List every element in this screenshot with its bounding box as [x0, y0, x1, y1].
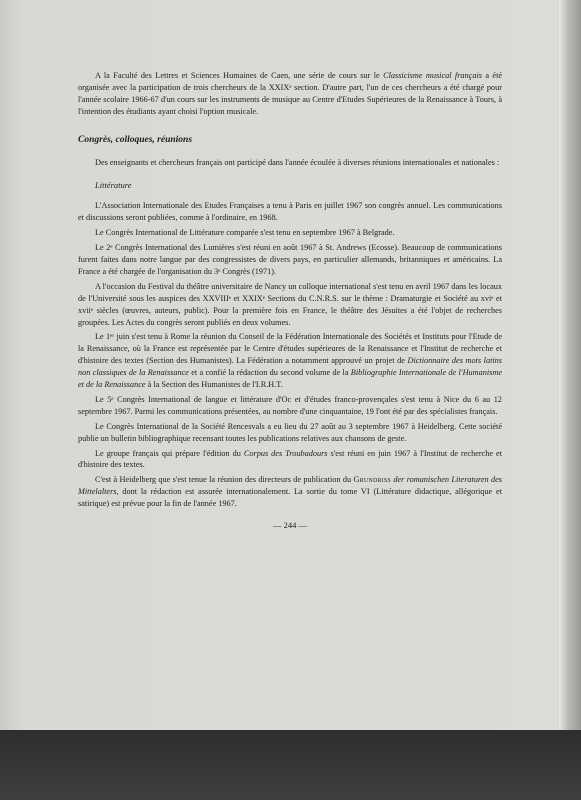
paragraph-lumieres: Le 2ᵉ Congrès International des Lumières s'est réuni en août 1967 à St. Andrews (Ecosse). Beaucoup de communications furent faites dans notre langue par des congressistes de divers pays, en particulier allemands, britanniques et américains. La France a été chargée de l'organisation du 3ᵉ Congrès (1971). — [78, 243, 502, 276]
subsection-heading: Littérature — [95, 180, 132, 191]
paragraph-rencesvals: Le Congrès International de la Société Rencesvals a eu lieu du 27 août au 3 septembre 1967 à Heidelberg. Cette société publie un bulletin bibliographique recensant toutes les publications relatives aux chansons de geste. — [78, 421, 502, 443]
page-edge-shadow — [559, 0, 581, 730]
section-intro: Des enseignants et chercheurs français ont participé dans l'année écoulée à diverses réunions internationales et nationales : — [95, 157, 500, 167]
paragraph-troubadours: Le groupe français qui prépare l'édition du Corpus des Troubadours s'est réuni en juin 1967 à l'Institut de recherche et d'histoire des textes. — [78, 448, 502, 470]
paragraph-oc: Le 5ᵉ Congrès International de langue et littérature d'Oc et d'études franco-provençales s'est tenu à Nice du 6 au 12 septembre 1967. Parmi les communications présentées, au nombre d'une cinquantaine, 19 l'ont été par des spécialistes français. — [78, 394, 502, 416]
intro-paragraph: A la Faculté des Lettres et Sciences Humaines de Caen, une série de cours sur le Classicisme musical français a été organisée avec la participation de trois chercheurs de la XXIXᵉ section. D'autre part, l'un de ces chercheurs a été chargé pour l'année scolaire 1966-67 d'un cours sur les instruments de musique au Centre d'Etudes Supérieures de la Renaissance à Tours, à l'intention des étudiants ayant choisi l'option musicale. — [78, 71, 503, 116]
paragraph-aief: L'Association Internationale des Etudes Françaises a tenu à Paris en juillet 1967 son congrès annuel. Les communications et discussions seront publiées, comme à l'ordinaire, en 1968. — [78, 201, 502, 223]
paragraph-litterature-comparee: Le Congrès International de Littérature comparée s'est tenu en septembre 1967 à Belgrade. — [95, 228, 395, 238]
paragraph-nancy: A l'occasion du Festival du théâtre universitaire de Nancy un colloque international s'est tenu en avril 1967 dans les locaux de l'Université sous les auspices des XXVIIIᵉ et XXIXᵉ Sections du C.N.R.S. sur le thème : Dramaturgie et Société au xviᵉ et xviiᵉ siècles (œuvres, auteurs, public). Pour la première fois en France, le théâtre des Jésuites a été l'objet de recherches groupées. Les Actes du congrès seront publiés en deux volumes. — [78, 281, 502, 327]
document-page — [78, 70, 502, 532]
section-heading: Congrès, colloques, réunions — [78, 134, 193, 145]
page-number: — 244 — — [273, 520, 307, 531]
paragraph-heidelberg: C'est à Heidelberg que s'est tenue la réunion des directeurs de publication du Grundriss der romanischen Literaturen des Mittelalters, dont la rédaction est assurée internationalement. La sortie du tome VI (Littérature didactique, allégorique et satirique) est prévue pour la fin de l'année 1967. — [78, 475, 503, 509]
scanner-bed — [0, 730, 581, 800]
paragraph-rome: Le 1ᵉʳ juin s'est tenu à Rome la réunion du Conseil de la Fédération Internationale des Sociétés et Instituts pour l'Etude de la Renaissance, où la France est représentée par le Centre d'études supérieures de la Renaissance et l'Institut de recherche et d'histoire des textes (Section des Humanistes). La Fédération a notamment approuvé un projet de Dictionnaire des mots latins non classiques de la Renaissance et a confié la rédaction du second volume de la Bibliographie Internationale de l'Humanisme et de la Renaissance à la Section des Humanistes de l'I.R.H.T. — [78, 332, 502, 390]
